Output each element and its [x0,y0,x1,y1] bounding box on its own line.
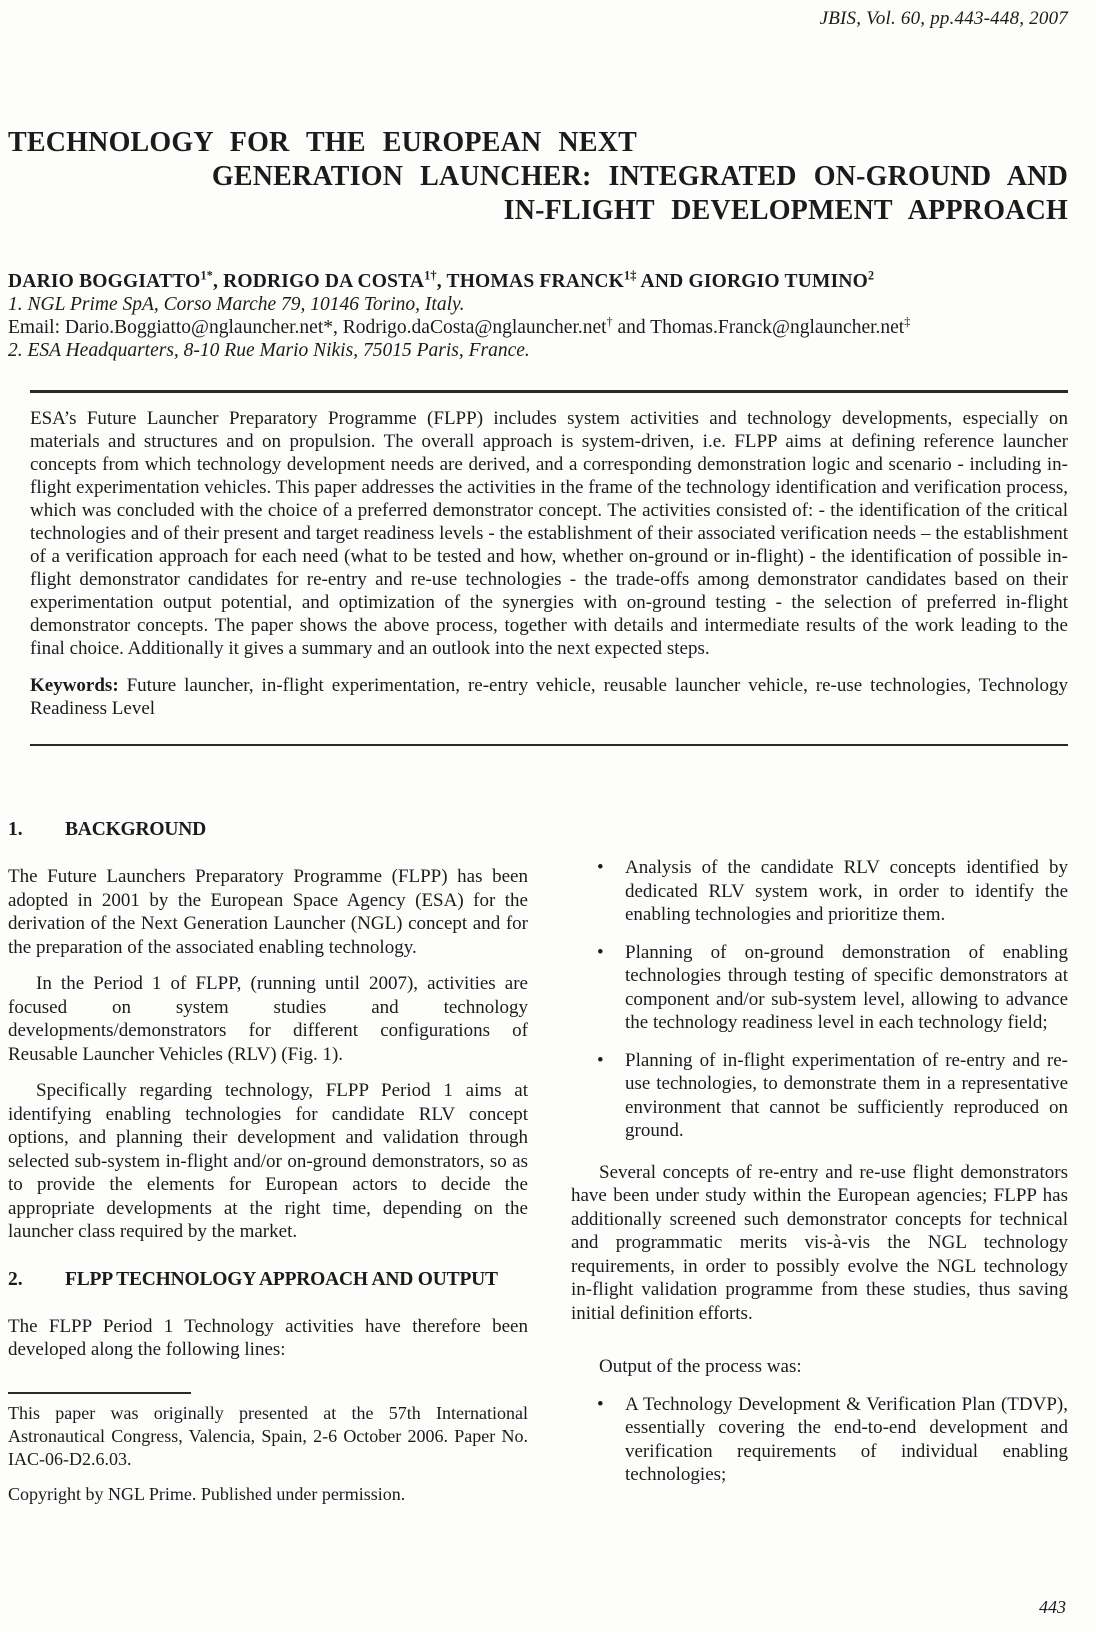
paper-title-line: IN-FLIGHT DEVELOPMENT APPROACH [503,195,1068,226]
paper-title [8,126,1068,228]
list-item-text: A Technology Development & Verification Plan (TDVP), essentially covering the end-to-end development and verification requirements of individual enabling technologies; [625,1393,1068,1485]
authors-block [8,270,1068,362]
page-number: 443 [1039,1597,1066,1617]
author-names: DARIO $BOGGIATTO^{1*}$, RODRIGO DA $COSTA^{1\dagger}$, THOMAS $FRANCK^{1\ddagger}$ AND GIORGIO TUMINO$^2$ [8,268,875,292]
list-item-text: Planning of on-ground demonstration of enabling technologies through testing of specific demonstrators at component and/or sub-system level, allowing to advance the technology readiness level in each technology field; [625,941,1068,1033]
right-column [571,818,1068,1518]
affiliation-1: 1. NGL Prime SpA, Corso Marche 79, 10146 Torino, Italy. [8,294,465,315]
paper-title-line: GENERATION LAUNCHER: INTEGRATED ON-GROUND AND [211,161,1068,192]
keywords-label: Keywords: [30,675,119,696]
paragraph: Several concepts of re-entry and re-use flight demonstrators have been under study within the European agencies; FLPP has additionally screened such demonstrator concepts for technical and programmatic merits vis-à-vis the NGL technology requirements, in order to possibly evolve the NGL technology in-flight validation programme from these studies, thus saving initial definition efforts. [571,1161,1068,1324]
body-columns [8,818,1068,1518]
paper-title-line: TECHNOLOGY FOR THE EUROPEAN NEXT [8,127,638,158]
section-title: BACKGROUND [65,819,207,840]
section-heading-1 [8,818,528,841]
abstract-bottom-rule [30,744,1068,746]
paragraph: Specifically regarding technology, FLPP Period 1 aims at identifying enabling technologies for candidate RLV concept options, and planning their development and validation through selected sub-system in-flight and/or on-ground demonstrators, so as to provide the elements for European actors to decide the appropriate developments at the right time, depending on the launcher class required by the market. [8,1080,528,1242]
bullet-icon: • [597,941,604,963]
footnote-text: This paper was originally presented at the 57th International Astronautical Congress, Valencia, Spain, 2-6 October 2006. Paper No. IAC-06-D2.6.03. [8,1402,528,1469]
section-title: FLPP TECHNOLOGY APPROACH AND OUTPUT [65,1268,498,1290]
abstract-top-rule [30,390,1068,393]
list-item [571,1049,1068,1143]
bullet-icon: • [597,1049,604,1071]
section-number: 2. [8,1268,23,1290]
footnote-copyright: Copyright by NGL Prime. Published under permission. [8,1483,406,1504]
keywords-text: Future launcher, in-flight experimentation, re-entry vehicle, reusable launcher vehicle, re-use technologies, Technology Readiness Level [30,675,1068,719]
paragraph: The FLPP Period 1 Technology activities have therefore been developed along the following lines: [8,1315,528,1360]
paragraph: The Future Launchers Preparatory Programme (FLPP) has been adopted in 2001 by the European Space Agency (ESA) for the derivation of the Next Generation Launcher (NGL) concept and for the preparation of the associated enabling technology. [8,866,528,958]
list-item-text: Planning of in-flight experimentation of re-entry and re-use technologies, to demonstrate them in a representative environment that cannot be sufficiently reproduced on ground. [625,1049,1068,1141]
list-item-text: Analysis of the candidate RLV concepts identified by dedicated RLV system work, in order to identify the enabling technologies and prioritize them. [625,857,1068,925]
left-column [8,818,528,1518]
section-heading-2 [8,1268,528,1291]
list-item [571,1393,1068,1487]
keywords [30,674,1068,720]
paragraph: In the Period 1 of FLPP, (running until 2007), activities are focused on system studies and technology developments/demonstrators for different configurations of Reusable Launcher Vehicles (RLV) (Fig. 1). [8,973,528,1065]
section-number: 1. [8,819,23,840]
bullet-icon: • [597,1393,604,1415]
footnote-block [8,1392,528,1506]
paragraph: Output of the process was: [599,1356,802,1377]
abstract: ESA’s Future Launcher Preparatory Programme (FLPP) includes system activities and technology developments, especially on materials and structures and on propulsion. The overall approach is system-driven, i.e. FLPP aims at defining reference launcher concepts from which technology development needs are derived, and a corresponding demonstration logic and scenario - including in-flight experimentation vehicles. This paper addresses the activities in the frame of the technology identification and verification process, which was concluded with the choice of a preferred demonstrator concept. The activities consisted of: - the identification of the critical technologies and of their present and target readiness levels - the establishment of their associated verification needs – the establishment of a verification approach for each need (what to be tested and how, whether on-ground or in-flight) - the identification of possible in-flight demonstrator candidates for re-entry and re-use technologies - the trade-offs among demonstrator candidates based on their experimentation output potential, and optimization of the synergies with on-ground testing - the selection of preferred in-flight demonstrator concepts. The paper shows the above process, together with details and intermediate results of the work leading to the final choice. Additionally it gives a summary and an outlook into the next expected steps. [30,408,1068,659]
bullet-icon: • [597,857,604,878]
list-item [571,856,1068,927]
affiliation-2: 2. ESA Headquarters, 8-10 Rue Mario Nikis, 75015 Paris, France. [8,340,530,361]
list-item [571,941,1068,1035]
journal-reference: JBIS, Vol. 60, pp.443-448, 2007 [819,8,1068,29]
footnote-rule [8,1392,191,1394]
author-emails: Email: Dario.Boggiatto@nglauncher.net*, Rodrigo.daCosta@nglauncher.net† and Thomas.Franck@nglauncher.net‡ [8,314,911,338]
